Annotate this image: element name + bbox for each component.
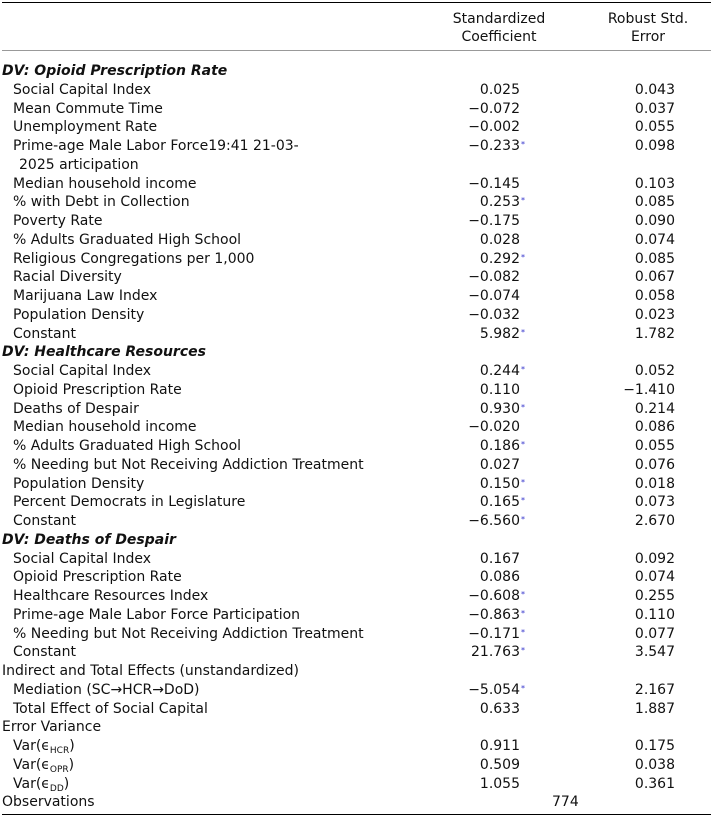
variable-label: [13, 137, 299, 175]
variance-label: Var(ϵ: [13, 757, 50, 773]
table-row: [0, 325, 713, 344]
variable-label: Deaths of Despair: [13, 401, 139, 417]
std-error-value: 0.214: [634, 401, 675, 417]
std-error-value: 0.052: [634, 363, 675, 379]
coefficient-value: 0.027: [479, 457, 520, 473]
variable-label: Social Capital Index: [13, 551, 152, 567]
coefficient-cell: [480, 456, 520, 475]
significance-star-icon: *: [521, 196, 525, 205]
std-error-value: 0.085: [634, 251, 675, 267]
header-rule: [2, 50, 711, 51]
significance-star-icon: *: [521, 478, 525, 487]
header-coef-line1: Standardized: [452, 11, 546, 27]
variable-label: Constant: [13, 326, 76, 342]
variable-label: Population Density: [13, 307, 145, 323]
std-error-value: 0.077: [634, 626, 675, 642]
variable-label: Mediation (SC→HCR→DoD): [13, 682, 200, 698]
variable-label: Mean Commute Time: [13, 101, 163, 117]
coefficient-cell: [468, 306, 520, 325]
std-error-value: 0.023: [634, 307, 675, 323]
variable-label: Social Capital Index: [13, 82, 152, 98]
coefficient-value: 0.292: [479, 251, 520, 267]
coefficient-value: −5.054: [468, 682, 520, 698]
coefficient-value: −0.233: [468, 138, 520, 154]
coefficient-value: 5.982: [479, 326, 520, 342]
section-label: DV: Deaths of Despair: [2, 532, 176, 548]
variable-label: Poverty Rate: [13, 213, 103, 229]
table-row: [0, 475, 713, 494]
std-error-value: 0.074: [634, 232, 675, 248]
significance-star-icon: *: [521, 365, 525, 374]
significance-star-icon: *: [521, 515, 525, 524]
coefficient-cell: [468, 512, 525, 531]
variable-label: Prime-age Male Labor Force Participation: [13, 607, 301, 623]
table-row: [0, 587, 713, 606]
coefficient-value: 0.110: [479, 382, 520, 398]
coefficient-value: 0.028: [479, 232, 520, 248]
table-row: [0, 418, 713, 437]
coefficient-cell: [480, 250, 525, 269]
coefficient-cell: [480, 775, 520, 794]
std-error-value: 0.058: [634, 288, 675, 304]
observations-value: 774: [552, 794, 579, 810]
variance-subscript: DD: [49, 784, 64, 794]
variable-label: Median household income: [13, 419, 197, 435]
std-error-value: 0.074: [634, 569, 675, 585]
table-row: [0, 456, 713, 475]
variable-label-line2: 2025 articipation: [19, 157, 139, 173]
variable-label: Religious Congregations per 1,000: [13, 251, 255, 267]
header-robust-std-error: [598, 10, 698, 46]
coefficient-value: −0.608: [468, 588, 520, 604]
std-error-value: 0.103: [634, 176, 675, 192]
section-label: DV: Healthcare Resources: [2, 344, 206, 360]
table-row: [0, 681, 713, 700]
variable-label: Median household income: [13, 176, 197, 192]
variable-label: % with Debt in Collection: [13, 194, 190, 210]
table-row: [0, 643, 713, 662]
coefficient-cell: [468, 606, 525, 625]
coefficient-cell: [480, 400, 525, 419]
coefficient-cell: [468, 212, 520, 231]
std-error-value: −1.410: [623, 382, 675, 398]
significance-star-icon: *: [521, 496, 525, 505]
coefficient-value: 0.150: [479, 476, 520, 492]
table-row: [0, 775, 713, 794]
coefficient-value: −0.032: [468, 307, 520, 323]
coefficient-value: −6.560: [468, 513, 520, 529]
closing-paren: ): [68, 757, 75, 773]
variable-label: % Adults Graduated High School: [13, 232, 242, 248]
table-row: [0, 100, 713, 119]
coefficient-cell: [480, 362, 525, 381]
std-error-value: 0.255: [634, 588, 675, 604]
header-se-line1: Robust Std.: [607, 11, 689, 27]
table-row: [0, 287, 713, 306]
table-row: [0, 268, 713, 287]
coefficient-cell: [480, 437, 525, 456]
coefficient-value: 0.633: [479, 701, 520, 717]
std-error-value: 0.076: [634, 457, 675, 473]
variable-label: % Needing but Not Receiving Addiction Treatment: [13, 626, 364, 642]
variable-label: Social Capital Index: [13, 363, 152, 379]
closing-paren: ): [69, 738, 75, 754]
coefficient-cell: [480, 381, 520, 400]
std-error-value: 0.055: [634, 438, 675, 454]
coefficient-value: 0.509: [479, 757, 520, 773]
std-error-value: 2.167: [634, 682, 675, 698]
header-se-line2: Error: [630, 29, 666, 45]
std-error-value: 0.073: [634, 494, 675, 510]
std-error-value: 0.361: [634, 776, 675, 792]
coefficient-value: 0.086: [479, 569, 520, 585]
variable-label-line1: Prime-age Male Labor Force19:41 21-03-: [13, 138, 299, 154]
observations-label: Observations: [2, 794, 95, 810]
std-error-value: 0.090: [634, 213, 675, 229]
std-error-value: 0.055: [634, 119, 675, 135]
table-row: [0, 81, 713, 100]
coefficient-value: −0.072: [468, 101, 520, 117]
coefficient-value: −0.002: [468, 119, 520, 135]
std-error-value: 0.067: [634, 269, 675, 285]
table-row: [0, 625, 713, 644]
table-row: [0, 512, 713, 531]
variable-label: Percent Democrats in Legislature: [13, 494, 246, 510]
table-row: [0, 606, 713, 625]
std-error-value: 3.547: [634, 644, 675, 660]
coefficient-cell: [468, 625, 525, 644]
table-row: [0, 250, 713, 269]
section-heading: [0, 531, 713, 550]
coefficient-value: 0.186: [479, 438, 520, 454]
coefficient-value: 21.763: [471, 644, 520, 660]
variable-label: Opioid Prescription Rate: [13, 569, 182, 585]
table-row: [0, 737, 713, 756]
significance-star-icon: *: [521, 328, 525, 337]
std-error-value: 0.018: [634, 476, 675, 492]
coefficient-value: −0.171: [468, 626, 520, 642]
variable-label: % Needing but Not Receiving Addiction Treatment: [13, 457, 364, 473]
significance-star-icon: *: [521, 253, 525, 262]
bottom-rule: [2, 814, 711, 815]
significance-star-icon: *: [521, 140, 525, 149]
std-error-value: 0.085: [634, 194, 675, 210]
table-row: [0, 231, 713, 250]
significance-star-icon: *: [521, 646, 525, 655]
significance-star-icon: *: [521, 590, 525, 599]
header-coef-line2: Coefficient: [461, 29, 537, 45]
variable-label: Constant: [13, 644, 76, 660]
coefficient-value: 0.165: [479, 494, 520, 510]
std-error-value: 0.086: [634, 419, 675, 435]
coefficient-value: −0.082: [468, 269, 520, 285]
coefficient-cell: [468, 175, 520, 194]
table-row: [0, 381, 713, 400]
coefficient-cell: [468, 418, 520, 437]
table-row: [0, 118, 713, 137]
section-heading: [0, 343, 713, 362]
significance-star-icon: *: [521, 628, 525, 637]
variable-label: Racial Diversity: [13, 269, 122, 285]
closing-paren: ): [63, 776, 70, 792]
coefficient-value: −0.863: [468, 607, 520, 623]
variable-label: Total Effect of Social Capital: [13, 701, 208, 717]
coefficient-value: −0.145: [468, 176, 520, 192]
coefficient-cell: [480, 475, 525, 494]
coefficient-value: 1.055: [479, 776, 520, 792]
coefficient-cell: [480, 756, 520, 775]
variable-label: % Adults Graduated High School: [13, 438, 242, 454]
coefficient-value: 0.930: [479, 401, 520, 417]
significance-star-icon: *: [521, 403, 525, 412]
coefficient-cell: [480, 193, 525, 212]
variance-label: Var(ϵ: [13, 776, 50, 792]
table-row: [0, 756, 713, 775]
coefficient-cell: [480, 493, 525, 512]
coefficient-value: −0.175: [468, 213, 520, 229]
coefficient-cell: [468, 287, 520, 306]
variance-subscript: OPR: [49, 765, 69, 775]
coefficient-cell: [468, 587, 525, 606]
coefficient-value: 0.911: [479, 738, 520, 754]
table-row: [0, 437, 713, 456]
std-error-value: 0.110: [634, 607, 675, 623]
table-row: [0, 193, 713, 212]
observations-row: [0, 793, 713, 812]
coefficient-value: 0.167: [479, 551, 520, 567]
variable-label: Healthcare Resources Index: [13, 588, 209, 604]
coefficient-cell: [480, 737, 520, 756]
coefficient-value: 0.244: [479, 363, 520, 379]
significance-star-icon: *: [521, 440, 525, 449]
variable-label: Marijuana Law Index: [13, 288, 158, 304]
variable-label: Unemployment Rate: [13, 119, 158, 135]
coefficient-value: −0.020: [468, 419, 520, 435]
header-standardized-coefficient: [440, 10, 558, 46]
std-error-value: 0.098: [634, 138, 675, 154]
table-row: [0, 306, 713, 325]
coefficient-value: −0.074: [468, 288, 520, 304]
std-error-value: 1.887: [634, 701, 675, 717]
std-error-value: 0.037: [634, 101, 675, 117]
group-label: Error Variance: [2, 719, 102, 735]
significance-star-icon: *: [521, 684, 525, 693]
coefficient-value: 0.025: [479, 82, 520, 98]
coefficient-cell: [468, 268, 520, 287]
coefficient-cell: [480, 568, 520, 587]
coefficient-cell: [480, 550, 520, 569]
group-heading: [0, 718, 713, 737]
coefficient-cell: [468, 681, 525, 700]
variance-label: Var(ϵ: [13, 738, 50, 754]
table-row: [0, 137, 713, 175]
table-row: [0, 362, 713, 381]
coefficient-cell: [480, 81, 520, 100]
coefficient-value: 0.253: [479, 194, 520, 210]
variable-label: Population Density: [13, 476, 145, 492]
coefficient-cell: [480, 325, 525, 344]
section-label: DV: Opioid Prescription Rate: [2, 63, 228, 79]
table-row: [0, 400, 713, 419]
section-heading: [0, 62, 713, 81]
coefficient-cell: [480, 700, 520, 719]
std-error-value: 2.670: [634, 513, 675, 529]
table-row: [0, 175, 713, 194]
group-label: Indirect and Total Effects (unstandardized): [2, 663, 299, 679]
group-heading: [0, 662, 713, 681]
table-row: [0, 493, 713, 512]
coefficient-cell: [468, 137, 525, 156]
std-error-value: 0.038: [634, 757, 675, 773]
coefficient-cell: [471, 643, 525, 662]
table-row: [0, 550, 713, 569]
variable-label: Constant: [13, 513, 76, 529]
table-row: [0, 212, 713, 231]
std-error-value: 0.092: [634, 551, 675, 567]
std-error-value: 1.782: [634, 326, 675, 342]
variable-label: Opioid Prescription Rate: [13, 382, 182, 398]
significance-star-icon: *: [521, 609, 525, 618]
std-error-value: 0.043: [634, 82, 675, 98]
variance-subscript: HCR: [49, 746, 70, 756]
coefficient-cell: [468, 100, 520, 119]
table-row: [0, 568, 713, 587]
coefficient-cell: [480, 231, 520, 250]
top-rule: [2, 2, 711, 3]
coefficient-cell: [468, 118, 520, 137]
table-row: [0, 700, 713, 719]
std-error-value: 0.175: [634, 738, 675, 754]
